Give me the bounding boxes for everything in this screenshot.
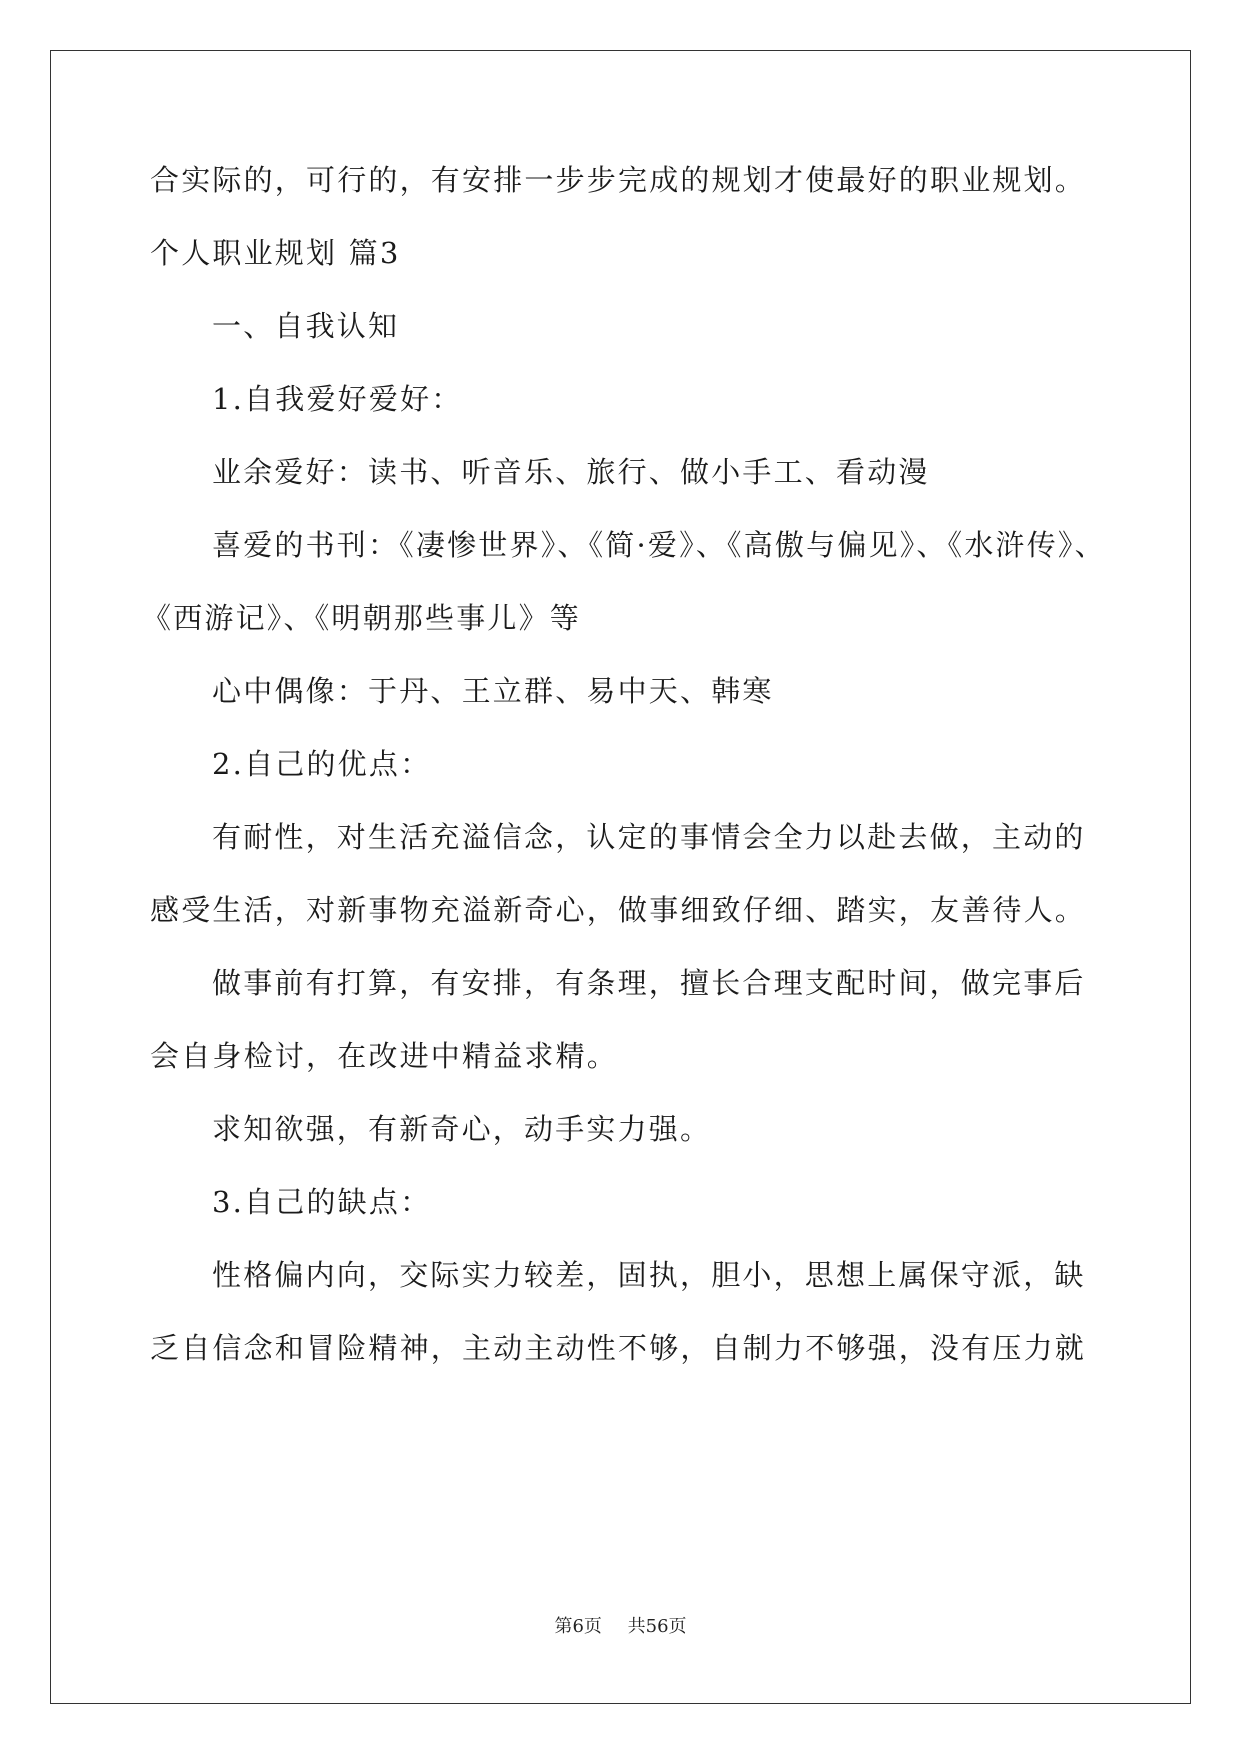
- page-number: 第6页: [554, 1616, 602, 1637]
- paragraph-line: 业余爱好：读书、听音乐、旅行、做小手工、看动漫: [212, 455, 930, 489]
- page-border: [50, 50, 1191, 1704]
- page-total: 共56页: [627, 1616, 687, 1637]
- page-footer: [0, 1612, 1241, 1638]
- paragraph-line: 乏自信念和冒险精神，主动主动性不够，自制力不够强，没有压力就: [150, 1331, 1087, 1365]
- paragraph-line: 有耐性，对生活充溢信念，认定的事情会全力以赴去做，主动的: [212, 820, 1086, 854]
- item-heading: 1.自我爱好爱好：: [212, 382, 463, 416]
- paragraph-line: 会自身检讨，在改进中精益求精。: [150, 1039, 619, 1073]
- item-heading: 2.自己的优点：: [212, 747, 432, 781]
- section-heading: 个人职业规划 篇3: [150, 236, 401, 270]
- paragraph-line: 做事前有打算，有安排，有条理，擅长合理支配时间，做完事后: [212, 966, 1086, 1000]
- paragraph-line: 性格偏内向，交际实力较差，固执，胆小，思想上属保守派，缺: [212, 1258, 1086, 1292]
- paragraph-line: 合实际的，可行的，有安排一步步完成的规划才使最好的职业规划。: [150, 163, 1087, 197]
- paragraph-line: 求知欲强，有新奇心，动手实力强。: [212, 1112, 712, 1146]
- paragraph-line: 喜爱的书刊：《凄惨世界》、《简·爱》、《高傲与偏见》、《水浒传》、: [212, 528, 1106, 562]
- paragraph-line: 感受生活，对新事物充溢新奇心，做事细致仔细、踏实，友善待人。: [150, 893, 1087, 927]
- item-heading: 3.自己的缺点：: [212, 1185, 432, 1219]
- paragraph-line: 心中偶像：于丹、王立群、易中天、韩寒: [212, 674, 774, 708]
- paragraph-line: 《西游记》、《明朝那些事儿》等: [142, 601, 582, 635]
- subsection-heading: 一、自我认知: [212, 309, 400, 343]
